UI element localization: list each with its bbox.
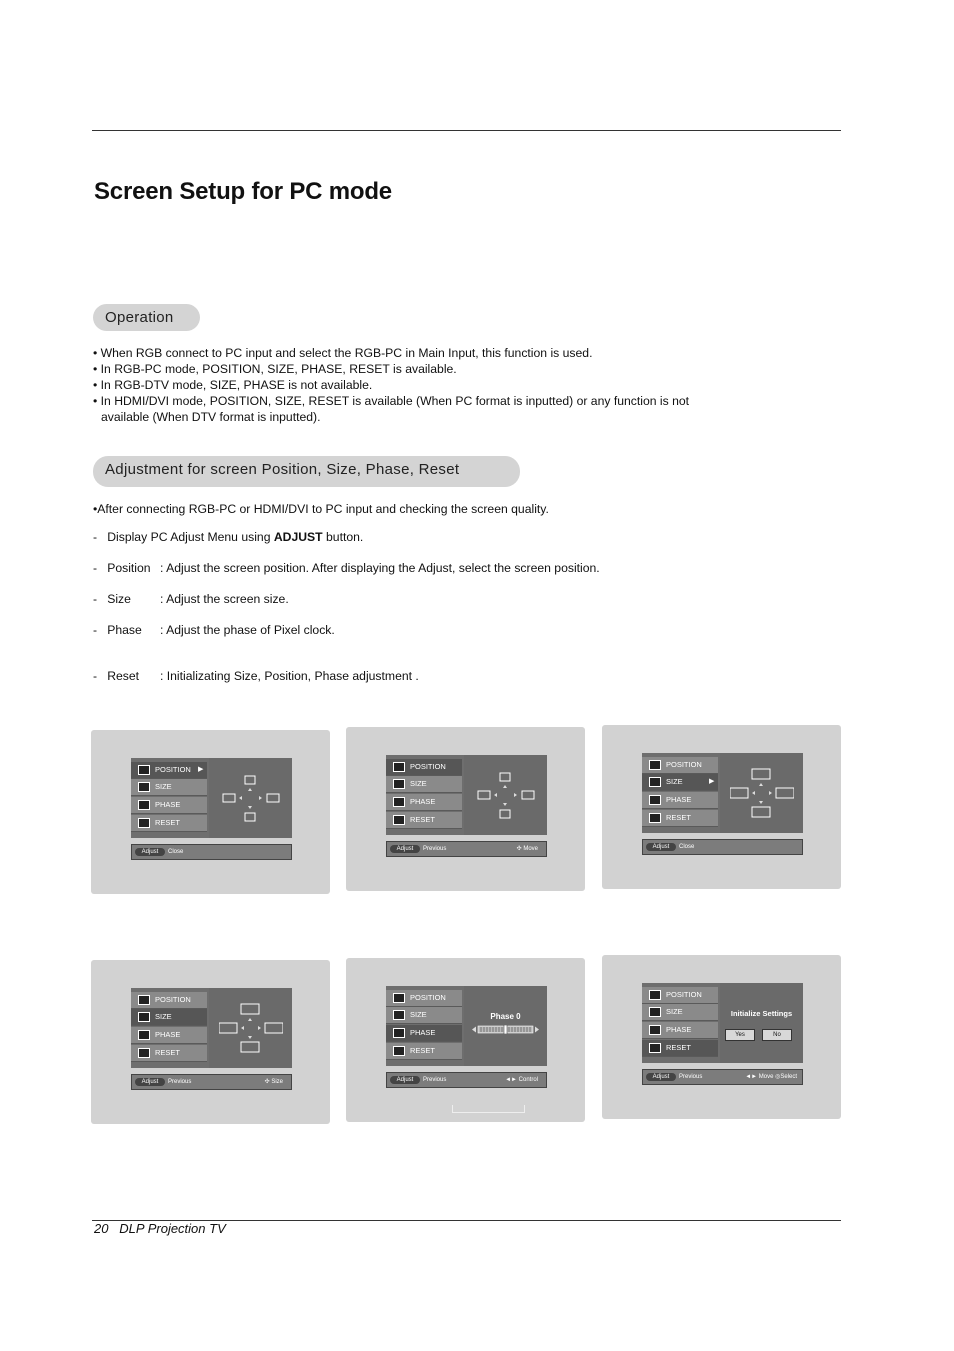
menu-label: POSITION — [410, 762, 446, 771]
init-settings-title: Initialize Settings — [730, 1009, 793, 1018]
menu-item-phase[interactable] — [386, 1025, 462, 1042]
menu-item-position[interactable] — [386, 990, 462, 1007]
help-previous: Previous — [423, 846, 447, 852]
operation-bullet: • When RGB connect to PC input and select the RGB-PC in Main Input, this function is used. — [93, 346, 593, 360]
menu-label: POSITION — [666, 760, 702, 769]
size-label: - Size — [93, 592, 131, 606]
phase-icon — [649, 1025, 661, 1035]
step-display-suffix: button. — [322, 530, 364, 544]
help-close: Close — [679, 844, 695, 850]
size-icon — [138, 782, 150, 792]
osd-window — [386, 986, 547, 1066]
menu-item-reset[interactable] — [386, 812, 462, 829]
menu-label: PHASE — [666, 795, 692, 804]
size-desc: : Adjust the screen size. — [160, 592, 289, 606]
size-icon — [138, 1012, 150, 1022]
osd-help-bar — [131, 1074, 292, 1090]
adjust-chip: Adjust — [390, 1076, 420, 1084]
osd-menu — [642, 753, 718, 833]
osd-help-bar — [642, 1069, 803, 1085]
help-previous: Previous — [168, 1079, 192, 1085]
menu-item-position[interactable] — [131, 992, 207, 1009]
adjust-chip: Adjust — [390, 845, 420, 853]
menu-item-phase[interactable] — [131, 797, 207, 814]
menu-label: RESET — [155, 1048, 181, 1057]
menu-item-size[interactable] — [386, 776, 462, 793]
size-icon — [393, 779, 405, 789]
menu-label: SIZE — [666, 777, 683, 786]
operation-bullet: • In HDMI/DVI mode, POSITION, SIZE, RESET is available (When PC format is inputted) or any function is not — [93, 394, 690, 408]
osd-panel-position-move — [346, 727, 585, 891]
osd-help-bar — [642, 839, 803, 855]
menu-label: RESET — [666, 813, 692, 822]
position-icon — [393, 993, 405, 1003]
reset-label: - Reset — [93, 669, 140, 683]
operation-heading: Operation — [93, 304, 200, 331]
osd-menu — [386, 755, 462, 835]
menu-label: POSITION — [155, 765, 191, 774]
osd-window — [386, 755, 547, 835]
no-button[interactable]: No — [762, 1029, 792, 1041]
osd-panel-reset — [602, 955, 841, 1119]
osd-panel-phase — [346, 958, 585, 1122]
osd-preview — [720, 983, 803, 1063]
phase-value: Phase 0 — [490, 1012, 521, 1021]
yes-button[interactable]: Yes — [725, 1029, 755, 1041]
menu-item-position[interactable] — [131, 762, 207, 779]
adjust-chip: Adjust — [646, 843, 676, 851]
menu-label: PHASE — [666, 1025, 692, 1034]
osd-preview — [209, 758, 292, 838]
move-icon: ✣ — [264, 1079, 270, 1085]
phase-icon — [393, 1028, 405, 1038]
osd-window — [131, 758, 292, 838]
page-title: Screen Setup for PC mode — [94, 178, 392, 205]
menu-label: RESET — [410, 815, 436, 824]
position-label: - Position — [93, 561, 151, 575]
osd-window — [642, 983, 803, 1063]
help-control: ◄► Control — [505, 1077, 538, 1083]
menu-label: PHASE — [155, 800, 181, 809]
position-icon — [649, 990, 661, 1000]
help-move-select: ◄► Move ◎Select — [745, 1074, 797, 1080]
osd-preview — [464, 755, 547, 835]
arrow-right-icon: ▶ — [198, 766, 204, 773]
position-icon — [138, 765, 150, 775]
menu-item-size[interactable] — [386, 1007, 462, 1024]
step-display-text: - Display PC Adjust Menu using — [93, 530, 274, 544]
position-arrows-icon — [474, 770, 538, 820]
menu-item-reset[interactable] — [642, 810, 718, 827]
phase-icon — [138, 800, 150, 810]
phase-icon — [138, 1030, 150, 1040]
osd-window — [131, 988, 292, 1068]
menu-item-reset[interactable] — [386, 1043, 462, 1060]
size-icon — [649, 1007, 661, 1017]
reset-icon — [649, 1043, 661, 1053]
menu-item-position[interactable] — [642, 757, 718, 774]
osd-menu — [642, 983, 718, 1063]
menu-item-size[interactable] — [642, 774, 718, 791]
help-size-label: Size — [271, 1079, 283, 1085]
osd-window — [642, 753, 803, 833]
panel-underline — [452, 1105, 525, 1113]
step-display — [93, 530, 363, 544]
osd-preview — [209, 988, 292, 1068]
menu-label: PHASE — [410, 797, 436, 806]
size-arrows-icon — [219, 1003, 283, 1053]
osd-preview — [464, 986, 547, 1066]
osd-panel-size-adjust — [91, 960, 330, 1124]
phase-slider[interactable] — [472, 1025, 539, 1034]
reset-icon — [393, 815, 405, 825]
adjustment-heading: Adjustment for screen Position, Size, Phase, Reset — [93, 456, 520, 487]
menu-item-reset[interactable] — [131, 1045, 207, 1062]
adjustment-intro: •After connecting RGB-PC or HDMI/DVI to PC input and checking the screen quality. — [93, 502, 549, 516]
menu-label: POSITION — [666, 990, 702, 999]
position-icon — [393, 762, 405, 772]
move-icon: ✣ — [516, 846, 522, 852]
reset-desc: : Initializating Size, Position, Phase adjustment . — [160, 669, 419, 683]
help-previous: Previous — [679, 1074, 703, 1080]
phase-desc: : Adjust the phase of Pixel clock. — [160, 623, 335, 637]
help-size — [265, 1078, 283, 1086]
osd-help-bar — [386, 1072, 547, 1088]
adjust-chip: Adjust — [135, 1078, 165, 1086]
osd-help-bar — [386, 841, 547, 857]
menu-label: SIZE — [155, 782, 172, 791]
help-move-label: Move — [523, 846, 538, 852]
osd-help-bar — [131, 844, 292, 860]
menu-label: SIZE — [410, 1010, 427, 1019]
size-icon — [649, 777, 661, 787]
menu-label: SIZE — [155, 1012, 172, 1021]
menu-label: RESET — [155, 818, 181, 827]
reset-icon — [649, 813, 661, 823]
menu-label: SIZE — [666, 1007, 683, 1016]
menu-item-position[interactable] — [642, 987, 718, 1004]
menu-label: RESET — [410, 1046, 436, 1055]
position-icon — [138, 995, 150, 1005]
menu-item-size[interactable] — [131, 779, 207, 796]
arrow-right-icon: ▶ — [709, 778, 715, 785]
menu-item-position[interactable] — [386, 759, 462, 776]
menu-item-phase[interactable] — [131, 1027, 207, 1044]
phase-icon — [649, 795, 661, 805]
operation-bullet: • In RGB-PC mode, POSITION, SIZE, PHASE, RESET is available. — [93, 362, 457, 376]
size-arrows-icon — [730, 768, 794, 818]
osd-panel-position-menu — [91, 730, 330, 894]
menu-item-size[interactable] — [642, 1004, 718, 1021]
osd-menu — [386, 986, 462, 1066]
position-desc: : Adjust the screen position. After displaying the Adjust, select the screen position. — [160, 561, 600, 575]
operation-bullet: • In RGB-DTV mode, SIZE, PHASE is not available. — [93, 378, 373, 392]
menu-label: PHASE — [155, 1030, 181, 1039]
help-close: Close — [168, 849, 184, 855]
help-move — [517, 845, 538, 853]
menu-item-reset[interactable] — [642, 1040, 718, 1057]
osd-panel-size-menu — [602, 725, 841, 889]
page-footer: 20 DLP Projection TV — [94, 1221, 226, 1236]
reset-icon — [393, 1046, 405, 1056]
operation-bullets — [93, 345, 689, 425]
phase-icon — [393, 797, 405, 807]
reset-icon — [138, 1048, 150, 1058]
osd-preview — [720, 753, 803, 833]
operation-bullet: available (When DTV format is inputted). — [101, 410, 321, 424]
menu-label: PHASE — [410, 1028, 436, 1037]
menu-item-phase[interactable] — [386, 794, 462, 811]
position-icon — [649, 760, 661, 770]
top-rule — [92, 130, 841, 131]
menu-item-phase[interactable] — [642, 792, 718, 809]
menu-label: SIZE — [410, 779, 427, 788]
osd-menu — [131, 988, 207, 1068]
adjust-keyword: ADJUST — [273, 530, 323, 544]
menu-label: POSITION — [410, 993, 446, 1002]
osd-menu — [131, 758, 207, 838]
menu-item-size[interactable] — [131, 1009, 207, 1026]
menu-item-phase[interactable] — [642, 1022, 718, 1039]
adjust-chip: Adjust — [135, 848, 165, 856]
size-icon — [393, 1010, 405, 1020]
adjust-chip: Adjust — [646, 1073, 676, 1081]
position-arrows-icon — [219, 773, 283, 823]
menu-label: POSITION — [155, 995, 191, 1004]
phase-label: - Phase — [93, 623, 142, 637]
menu-item-reset[interactable] — [131, 815, 207, 832]
help-previous: Previous — [423, 1077, 447, 1083]
menu-label: RESET — [666, 1043, 692, 1052]
reset-icon — [138, 818, 150, 828]
